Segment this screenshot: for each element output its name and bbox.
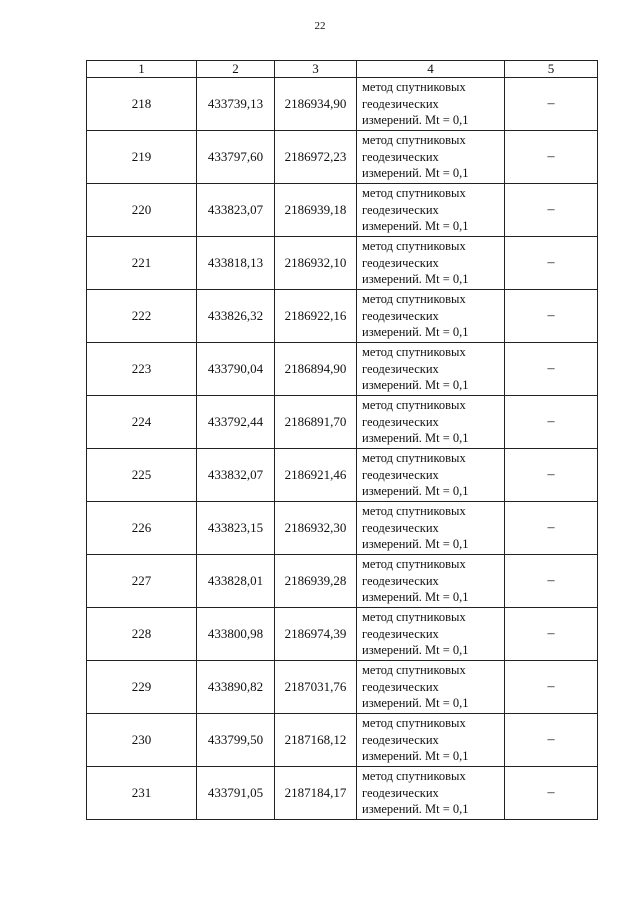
- note-cell: –: [505, 237, 598, 290]
- method-line: измерений. Mt = 0,1: [362, 166, 469, 181]
- table-row: [87, 131, 598, 184]
- method-line: метод спутниковых: [362, 80, 466, 95]
- method-cell: [357, 131, 505, 184]
- note-cell: –: [505, 555, 598, 608]
- coordinate-x: 433790,04: [197, 343, 275, 396]
- method-line: геодезических: [362, 255, 439, 270]
- point-number: 223: [87, 343, 197, 396]
- note-cell: –: [505, 608, 598, 661]
- method-line: геодезических: [362, 414, 439, 429]
- point-number: 231: [87, 767, 197, 820]
- point-number: 222: [87, 290, 197, 343]
- method-cell: [357, 396, 505, 449]
- point-number: 230: [87, 714, 197, 767]
- coordinate-x: 433890,82: [197, 661, 275, 714]
- method-line: метод спутниковых: [362, 398, 466, 413]
- method-line: измерений. Mt = 0,1: [362, 537, 469, 552]
- method-line: геодезических: [362, 626, 439, 641]
- coordinate-y: 2187184,17: [275, 767, 357, 820]
- method-line: геодезических: [362, 573, 439, 588]
- table-row: [87, 237, 598, 290]
- table-row: [87, 714, 598, 767]
- point-number: 218: [87, 78, 197, 131]
- method-line: метод спутниковых: [362, 239, 466, 254]
- note-cell: –: [505, 343, 598, 396]
- coordinate-x: 433791,05: [197, 767, 275, 820]
- method-line: геодезических: [362, 308, 439, 323]
- method-line: геодезических: [362, 361, 439, 376]
- point-number: 228: [87, 608, 197, 661]
- coordinate-y: 2186932,10: [275, 237, 357, 290]
- coordinate-y: 2186922,16: [275, 290, 357, 343]
- method-cell: [357, 184, 505, 237]
- method-line: геодезических: [362, 785, 439, 800]
- coordinate-y: 2186939,28: [275, 555, 357, 608]
- method-cell: [357, 78, 505, 131]
- column-header-4: 4: [357, 61, 505, 78]
- column-header-5: 5: [505, 61, 598, 78]
- method-line: измерений. Mt = 0,1: [362, 113, 469, 128]
- method-cell: [357, 290, 505, 343]
- coordinate-x: 433797,60: [197, 131, 275, 184]
- method-line: геодезических: [362, 679, 439, 694]
- method-cell: [357, 608, 505, 661]
- method-line: геодезических: [362, 149, 439, 164]
- point-number: 221: [87, 237, 197, 290]
- method-line: метод спутниковых: [362, 610, 466, 625]
- coordinate-x: 433799,50: [197, 714, 275, 767]
- point-number: 227: [87, 555, 197, 608]
- note-cell: –: [505, 502, 598, 555]
- table-row: [87, 555, 598, 608]
- method-line: измерений. Mt = 0,1: [362, 272, 469, 287]
- coordinate-y: 2186939,18: [275, 184, 357, 237]
- method-line: геодезических: [362, 96, 439, 111]
- note-cell: –: [505, 184, 598, 237]
- point-number: 226: [87, 502, 197, 555]
- method-line: метод спутниковых: [362, 504, 466, 519]
- table-row: [87, 661, 598, 714]
- note-cell: –: [505, 78, 598, 131]
- note-cell: –: [505, 290, 598, 343]
- method-cell: [357, 343, 505, 396]
- method-line: метод спутниковых: [362, 133, 466, 148]
- coordinate-x: 433792,44: [197, 396, 275, 449]
- table-row: [87, 502, 598, 555]
- coordinate-x: 433823,07: [197, 184, 275, 237]
- table-row: [87, 767, 598, 820]
- coordinate-y: 2187031,76: [275, 661, 357, 714]
- coordinate-y: 2186972,23: [275, 131, 357, 184]
- method-cell: [357, 714, 505, 767]
- point-number: 219: [87, 131, 197, 184]
- table-header-row: [87, 61, 598, 78]
- method-line: метод спутниковых: [362, 345, 466, 360]
- table-body: [87, 78, 598, 820]
- coordinate-x: 433823,15: [197, 502, 275, 555]
- column-header-2: 2: [197, 61, 275, 78]
- coordinate-x: 433800,98: [197, 608, 275, 661]
- note-cell: –: [505, 661, 598, 714]
- table-row: [87, 396, 598, 449]
- method-line: метод спутниковых: [362, 451, 466, 466]
- method-line: измерений. Mt = 0,1: [362, 696, 469, 711]
- method-line: измерений. Mt = 0,1: [362, 484, 469, 499]
- point-number: 229: [87, 661, 197, 714]
- page-number: 22: [314, 20, 326, 32]
- coordinate-y: 2187168,12: [275, 714, 357, 767]
- method-line: измерений. Mt = 0,1: [362, 590, 469, 605]
- table-row: [87, 608, 598, 661]
- method-line: геодезических: [362, 467, 439, 482]
- method-line: геодезических: [362, 202, 439, 217]
- coordinate-x: 433826,32: [197, 290, 275, 343]
- note-cell: –: [505, 767, 598, 820]
- note-cell: –: [505, 449, 598, 502]
- method-line: измерений. Mt = 0,1: [362, 431, 469, 446]
- coordinate-x: 433818,13: [197, 237, 275, 290]
- note-cell: –: [505, 131, 598, 184]
- coordinate-x: 433739,13: [197, 78, 275, 131]
- method-cell: [357, 502, 505, 555]
- coordinate-x: 433828,01: [197, 555, 275, 608]
- table-row: [87, 290, 598, 343]
- coordinate-y: 2186974,39: [275, 608, 357, 661]
- method-cell: [357, 555, 505, 608]
- method-line: измерений. Mt = 0,1: [362, 378, 469, 393]
- method-cell: [357, 661, 505, 714]
- table-row: [87, 449, 598, 502]
- method-cell: [357, 237, 505, 290]
- method-line: измерений. Mt = 0,1: [362, 325, 469, 340]
- column-header-1: 1: [87, 61, 197, 78]
- note-cell: –: [505, 714, 598, 767]
- point-number: 224: [87, 396, 197, 449]
- point-number: 225: [87, 449, 197, 502]
- coordinate-y: 2186932,30: [275, 502, 357, 555]
- method-line: измерений. Mt = 0,1: [362, 643, 469, 658]
- table-row: [87, 78, 598, 131]
- method-line: метод спутниковых: [362, 557, 466, 572]
- method-cell: [357, 767, 505, 820]
- column-header-3: 3: [275, 61, 357, 78]
- coordinates-table: [86, 60, 598, 820]
- table-row: [87, 343, 598, 396]
- method-line: измерений. Mt = 0,1: [362, 802, 469, 817]
- method-line: метод спутниковых: [362, 663, 466, 678]
- method-line: измерений. Mt = 0,1: [362, 749, 469, 764]
- method-line: метод спутниковых: [362, 186, 466, 201]
- coordinate-x: 433832,07: [197, 449, 275, 502]
- method-line: измерений. Mt = 0,1: [362, 219, 469, 234]
- point-number: 220: [87, 184, 197, 237]
- method-line: метод спутниковых: [362, 716, 466, 731]
- coordinate-y: 2186891,70: [275, 396, 357, 449]
- method-cell: [357, 449, 505, 502]
- table-row: [87, 184, 598, 237]
- coordinate-y: 2186921,46: [275, 449, 357, 502]
- coordinate-y: 2186934,90: [275, 78, 357, 131]
- method-line: геодезических: [362, 732, 439, 747]
- coordinate-y: 2186894,90: [275, 343, 357, 396]
- note-cell: –: [505, 396, 598, 449]
- method-line: метод спутниковых: [362, 769, 466, 784]
- method-line: метод спутниковых: [362, 292, 466, 307]
- method-line: геодезических: [362, 520, 439, 535]
